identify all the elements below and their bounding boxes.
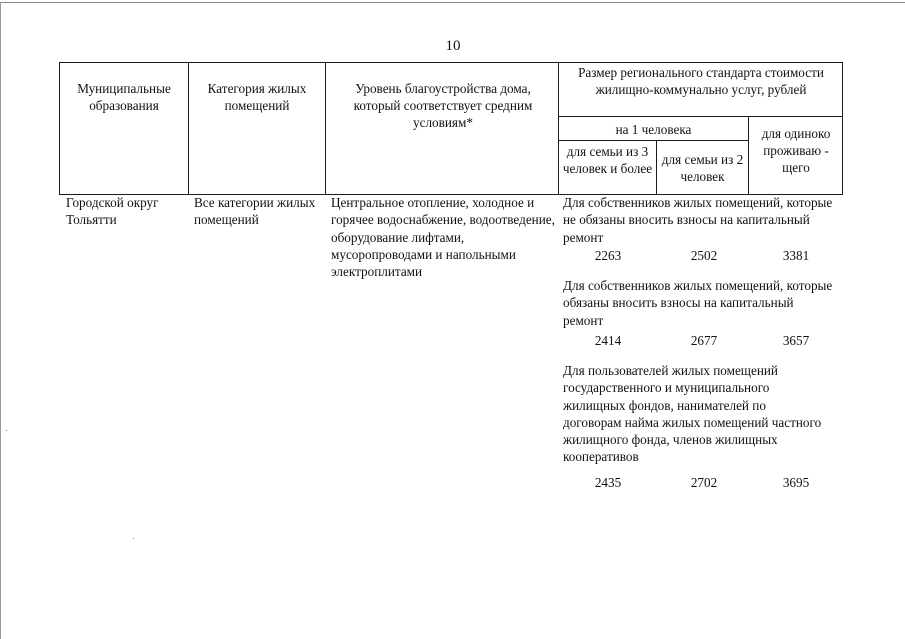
header-standard: Размер регионального стандарта стоимости жилищно-коммунально услуг, рублей bbox=[578, 65, 824, 97]
row-category: Все категории жилых помещений bbox=[194, 195, 316, 228]
header-single: для одиноко проживаю - щего bbox=[761, 126, 831, 175]
column-divider bbox=[325, 62, 326, 195]
row-level: Центральное отопление, холодное и горячее водоснабжение, водоотведение, оборудование лифтами, мусоропроводами и напольными электроплитами bbox=[331, 195, 555, 280]
header-subsplit-line bbox=[558, 140, 749, 141]
header-family-3: для семьи из 3 человек и более bbox=[562, 144, 653, 176]
group-1-single-value: 3381 bbox=[782, 248, 810, 263]
header-level: Уровень благоустройства дома, который соответствует средним условиям* bbox=[353, 81, 533, 130]
group-2-family2-value: 2677 bbox=[690, 333, 718, 348]
table-right-border bbox=[842, 62, 843, 195]
header-per-person: на 1 человека bbox=[615, 122, 692, 137]
header-split-line bbox=[558, 116, 843, 117]
row-municipality: Городской округ Тольятти bbox=[66, 195, 159, 228]
group-1-family3-value: 2263 bbox=[594, 248, 622, 263]
group-2-label: Для собственников жилых помещений, которые обязаны вносить взносы на капитальный ремонт bbox=[563, 278, 833, 328]
group-2-family3-value: 2414 bbox=[594, 333, 622, 348]
header-family-2: для семьи из 2 человек bbox=[661, 152, 744, 184]
scan-speck bbox=[133, 538, 134, 539]
group-1-label: Для собственников жилых помещений, которые не обязаны вносить взносы на капитальный ремонт bbox=[563, 195, 833, 245]
scan-speck bbox=[6, 430, 7, 431]
group-3-family3-value: 2435 bbox=[594, 475, 622, 490]
header-category: Категория жилых помещений bbox=[207, 81, 307, 113]
group-3-family2-value: 2702 bbox=[690, 475, 718, 490]
group-3-single-value: 3695 bbox=[782, 475, 810, 490]
scan-top-edge bbox=[0, 2, 905, 3]
page-number: 10 bbox=[445, 38, 461, 54]
table-top-border bbox=[59, 62, 843, 63]
column-divider bbox=[748, 116, 749, 195]
group-1-family2-value: 2502 bbox=[690, 248, 718, 263]
scan-left-edge bbox=[0, 2, 1, 639]
group-2-single-value: 3657 bbox=[782, 333, 810, 348]
column-divider bbox=[656, 140, 657, 195]
header-municipality: Муниципальные образования bbox=[77, 81, 171, 113]
group-3-label: Для пользователей жилых помещений государственного и муниципального жилищных фондов, нанимателей по договорам найма жилых помещений частного жилищного фонда, членов жилищных кооперативов bbox=[563, 363, 822, 465]
